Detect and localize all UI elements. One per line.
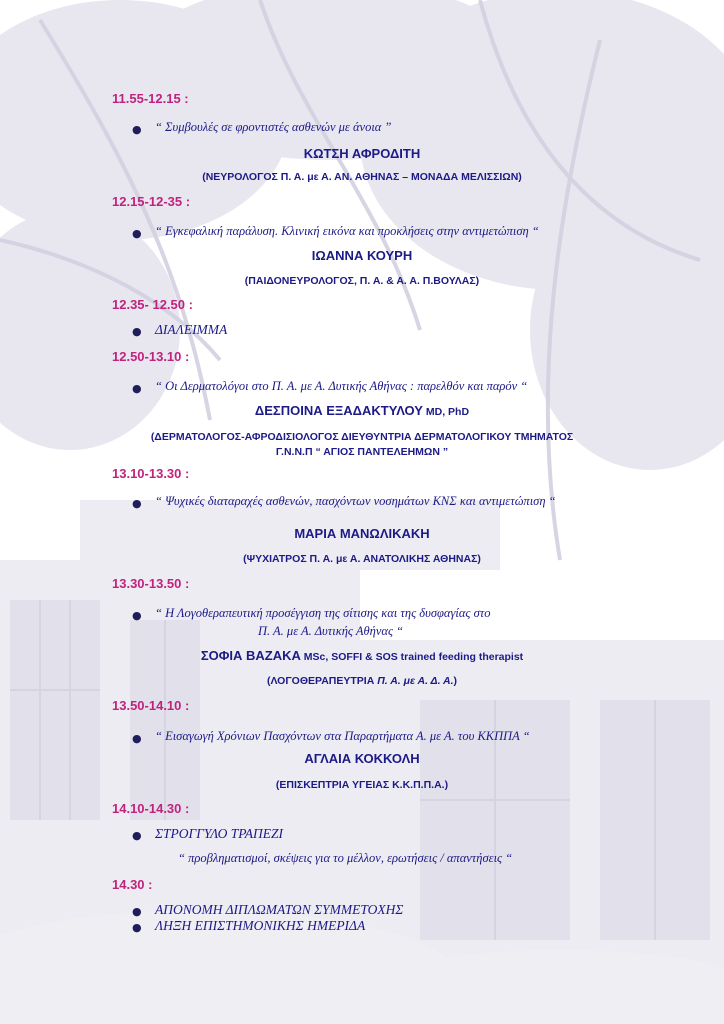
talk-title-line2: Π. Α. με Α. Δυτικής Αθήνας “ bbox=[258, 624, 404, 638]
session-time: 14.30 : bbox=[112, 877, 153, 892]
bullet-icon: ● bbox=[132, 325, 142, 338]
session-time: 13.50-14.10 : bbox=[112, 698, 190, 713]
talk-title: “ Εισαγωγή Χρόνιων Πασχόντων στα Παραρτήματα Α. με Α. του ΚΚΠΠΑ “ bbox=[155, 729, 530, 743]
round-table-label: ΣΤΡΟΓΓΥΛΟ ΤΡΑΠΕΖΙ bbox=[155, 826, 284, 841]
speaker-name: ΔΕΣΠΟΙΝΑ ΕΞΑΔΑΚΤΥΛΟΥ MD, PhD bbox=[254, 403, 470, 418]
closing-item: ΛΗΞΗ ΕΠΙΣΤΗΜΟΝΙΚΗΣ ΗΜΕΡΙΔΑ bbox=[155, 918, 366, 933]
bullet-icon: ● bbox=[132, 227, 142, 240]
speaker-affiliation: (ΨΥΧΙΑΤΡΟΣ Π. Α. με Α. ΑΝΑΤΟΛΙΚΗΣ ΑΘΗΝΑΣ) bbox=[243, 553, 481, 565]
talk-title: “ Ψυχικές διαταραχές ασθενών, πασχόντων νοσημάτων ΚΝΣ και αντιμετώπιση “ bbox=[155, 494, 556, 508]
talk-title: “ Η Λογοθεραπευτική προσέγγιση της σίτισης και της δυσφαγίας στο bbox=[155, 606, 491, 620]
bullet-icon: ● bbox=[132, 829, 142, 842]
speaker-affiliation: (ΕΠΙΣΚΕΠΤΡΙΑ ΥΓΕΙΑΣ Κ.Κ.Π.Π.Α.) bbox=[275, 779, 449, 791]
bullet-icon: ● bbox=[132, 732, 142, 745]
speaker-affiliation: (ΔΕΡΜΑΤΟΛΟΓΟΣ-ΑΦΡΟΔΙΣΙΟΛΟΓΟΣ ΔΙΕΥΘΥΝΤΡΙΑ ΔΕΡΜΑΤΟΛΟΓΙΚΟΥ ΤΜΗΜΑΤΟΣ bbox=[150, 431, 574, 443]
closing-item: ΑΠΟΝΟΜΗ ΔΙΠΛΩΜΑΤΩΝ ΣΥΜΜΕΤΟΧΗΣ bbox=[155, 902, 404, 917]
talk-title: “ Οι Δερματολόγοι στο Π. Α. με Α. Δυτικής Αθήνας : παρελθόν και παρόν “ bbox=[155, 379, 528, 393]
session-time: 12.35- 12.50 : bbox=[112, 297, 193, 312]
round-table-note: “ προβληματισμοί, σκέψεις για το μέλλον, ερωτήσεις / απαντήσεις “ bbox=[178, 851, 513, 865]
speaker-affiliation: (ΝΕΥΡΟΛΟΓΟΣ Π. Α. με Α. ΑΝ. ΑΘΗΝΑΣ – ΜΟΝΑΔΑ ΜΕΛΙΣΣΙΩΝ) bbox=[202, 171, 522, 183]
session-time: 12.15-12-35 : bbox=[112, 194, 191, 209]
speaker-affiliation: (ΠΑΙΔΟΝΕΥΡΟΛΟΓΟΣ, Π. Α. & Α. Α. Π.ΒΟΥΛΑΣ) bbox=[244, 275, 480, 287]
session-time: 12.50-13.10 : bbox=[112, 349, 190, 364]
speaker-name: ΚΩΤΣΗ ΑΦΡΟΔΙΤΗ bbox=[303, 146, 421, 161]
session-time: 13.10-13.30 : bbox=[112, 466, 190, 481]
session-time: 13.30-13.50 : bbox=[112, 576, 190, 591]
bullet-icon: ● bbox=[132, 382, 142, 395]
bullet-icon: ● bbox=[132, 905, 142, 918]
break-label: ΔΙΑΛΕΙΜΜΑ bbox=[155, 322, 228, 337]
bullet-icon: ● bbox=[132, 497, 142, 510]
speaker-name: ΜΑΡΙΑ ΜΑΝΩΛΙΚΑΚΗ bbox=[294, 526, 430, 541]
session-time: 14.10-14.30 : bbox=[112, 801, 190, 816]
speaker-affiliation: (ΛΟΓΟΘΕΡΑΠΕΥΤΡΙΑ Π. Α. με Α. Δ. Α.) bbox=[266, 675, 458, 687]
speaker-name: ΣΟΦΙΑ ΒΑΖΑΚΑ MSc, SOFFI & SOS trained feeding therapist bbox=[200, 648, 524, 663]
speaker-name: ΙΩΑΝΝΑ ΚΟΥΡΗ bbox=[311, 248, 413, 263]
bullet-icon: ● bbox=[132, 123, 142, 136]
speaker-name: ΑΓΛΑΙΑ ΚΟΚΚΟΛΗ bbox=[304, 751, 420, 766]
bullet-icon: ● bbox=[132, 609, 142, 622]
speaker-affiliation-line2: Γ.Ν.Ν.Π “ ΑΓΙΟΣ ΠΑΝΤΕΛΕΗΜΩΝ ” bbox=[275, 446, 449, 458]
session-time: 11.55-12.15 : bbox=[112, 91, 189, 106]
bullet-icon: ● bbox=[132, 921, 142, 934]
talk-title: “ Εγκεφαλική παράλυση. Κλινική εικόνα και προκλήσεις στην αντιμετώπιση “ bbox=[155, 224, 539, 238]
talk-title: “ Συμβουλές σε φροντιστές ασθενών με άνοια ” bbox=[155, 120, 392, 134]
